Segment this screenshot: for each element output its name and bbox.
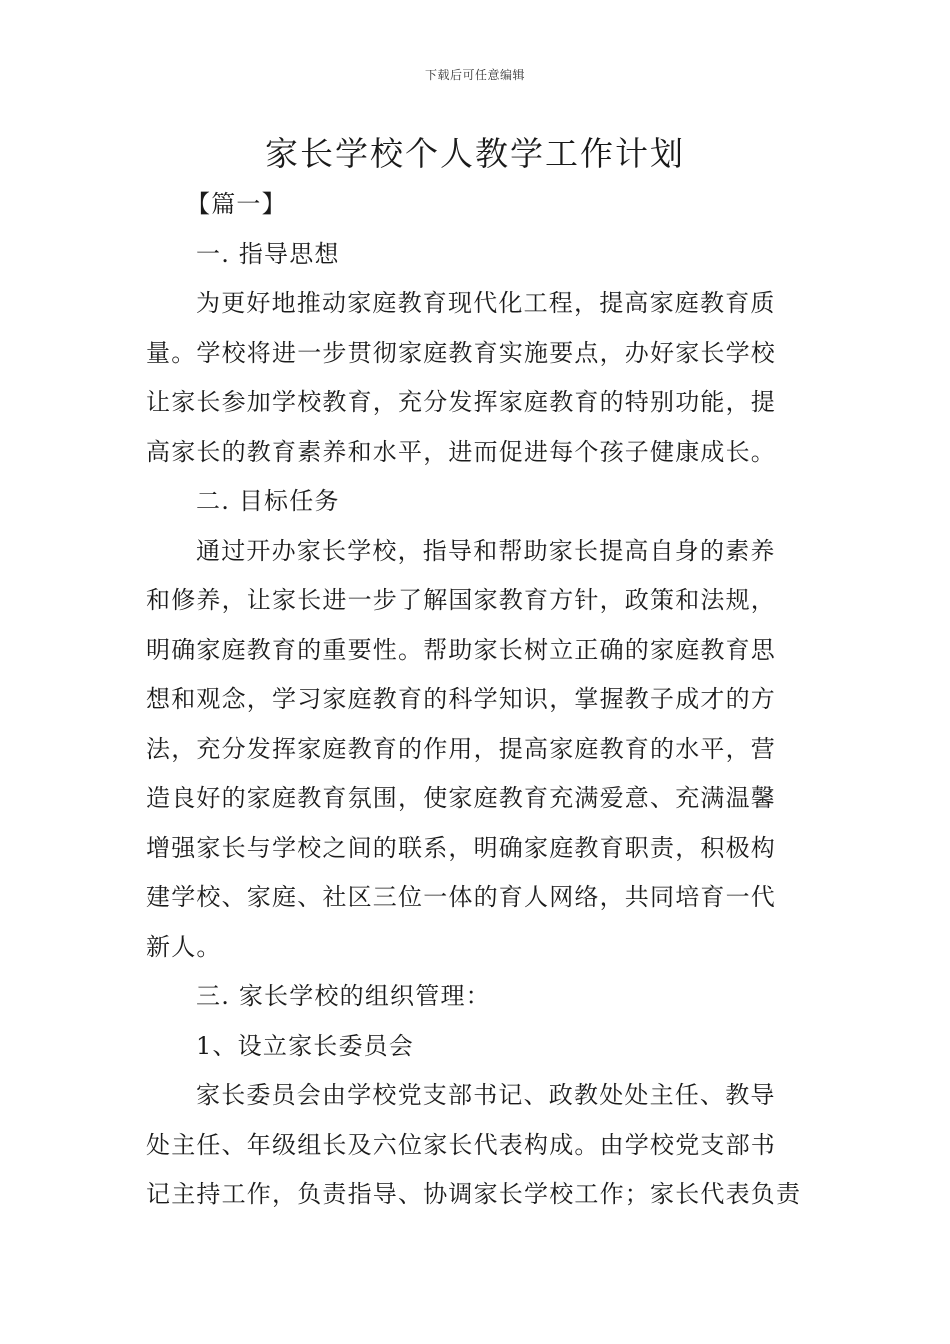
paragraph-guiding-ideology (146, 279, 808, 477)
page-title: 家长学校个人教学工作计划 (265, 134, 685, 173)
header-note: 下载后可任意编辑 (424, 68, 525, 82)
heading-guiding-ideology: 一. 指导思想 (196, 239, 340, 268)
paragraph-line: 法，充分发挥家庭教育的作用，提高家庭教育的水平，营 (146, 734, 776, 763)
heading-organization: 三. 家长学校的组织管理： (196, 982, 491, 1010)
paragraph-line: 明确家庭教育的重要性。帮助家长树立正确的家庭教育思 (146, 635, 776, 664)
paragraph-line: 造良好的家庭教育氛围，使家庭教育充满爱意、充满温馨 (146, 784, 776, 812)
paragraph-line: 记主持工作，负责指导、协调家长学校工作；家长代表负责 (146, 1180, 802, 1208)
paragraph-goals (146, 527, 808, 973)
paragraph-line: 让家长参加学校教育，充分发挥家庭教育的特别功能，提 (146, 388, 776, 416)
section-mark: 【篇一】 (186, 190, 287, 218)
subheading-parent-committee: 1、设立家长委员会 (196, 1031, 415, 1060)
paragraph-line: 新人。 (146, 932, 222, 961)
heading-goals: 二. 目标任务 (196, 487, 340, 515)
paragraph-line: 和修养，让家长进一步了解国家教育方针，政策和法规， (146, 586, 776, 614)
paragraph-line: 家长委员会由学校党支部书记、政教处处主任、教导 (196, 1081, 776, 1109)
paragraph-line: 增强家长与学校之间的联系，明确家庭教育职责，积极构 (146, 833, 776, 862)
paragraph-line: 建学校、家庭、社区三位一体的育人网络，共同培育一代 (146, 883, 776, 911)
paragraph-line: 通过开办家长学校，指导和帮助家长提高自身的素养 (196, 536, 776, 565)
paragraph-line: 高家长的教育素养和水平，进而促进每个孩子健康成长。 (146, 437, 776, 466)
paragraph-line: 为更好地推动家庭教育现代化工程，提高家庭教育质 (196, 289, 776, 317)
paragraph-line: 量。学校将进一步贯彻家庭教育实施要点，办好家长学校 (146, 338, 776, 367)
document-body (146, 180, 808, 1220)
paragraph-line: 处主任、年级组长及六位家长代表构成。由学校党支部书 (146, 1130, 776, 1159)
paragraph-parent-committee (146, 1071, 808, 1220)
paragraph-line: 想和观念，学习家庭教育的科学知识，掌握教子成才的方 (146, 685, 776, 713)
